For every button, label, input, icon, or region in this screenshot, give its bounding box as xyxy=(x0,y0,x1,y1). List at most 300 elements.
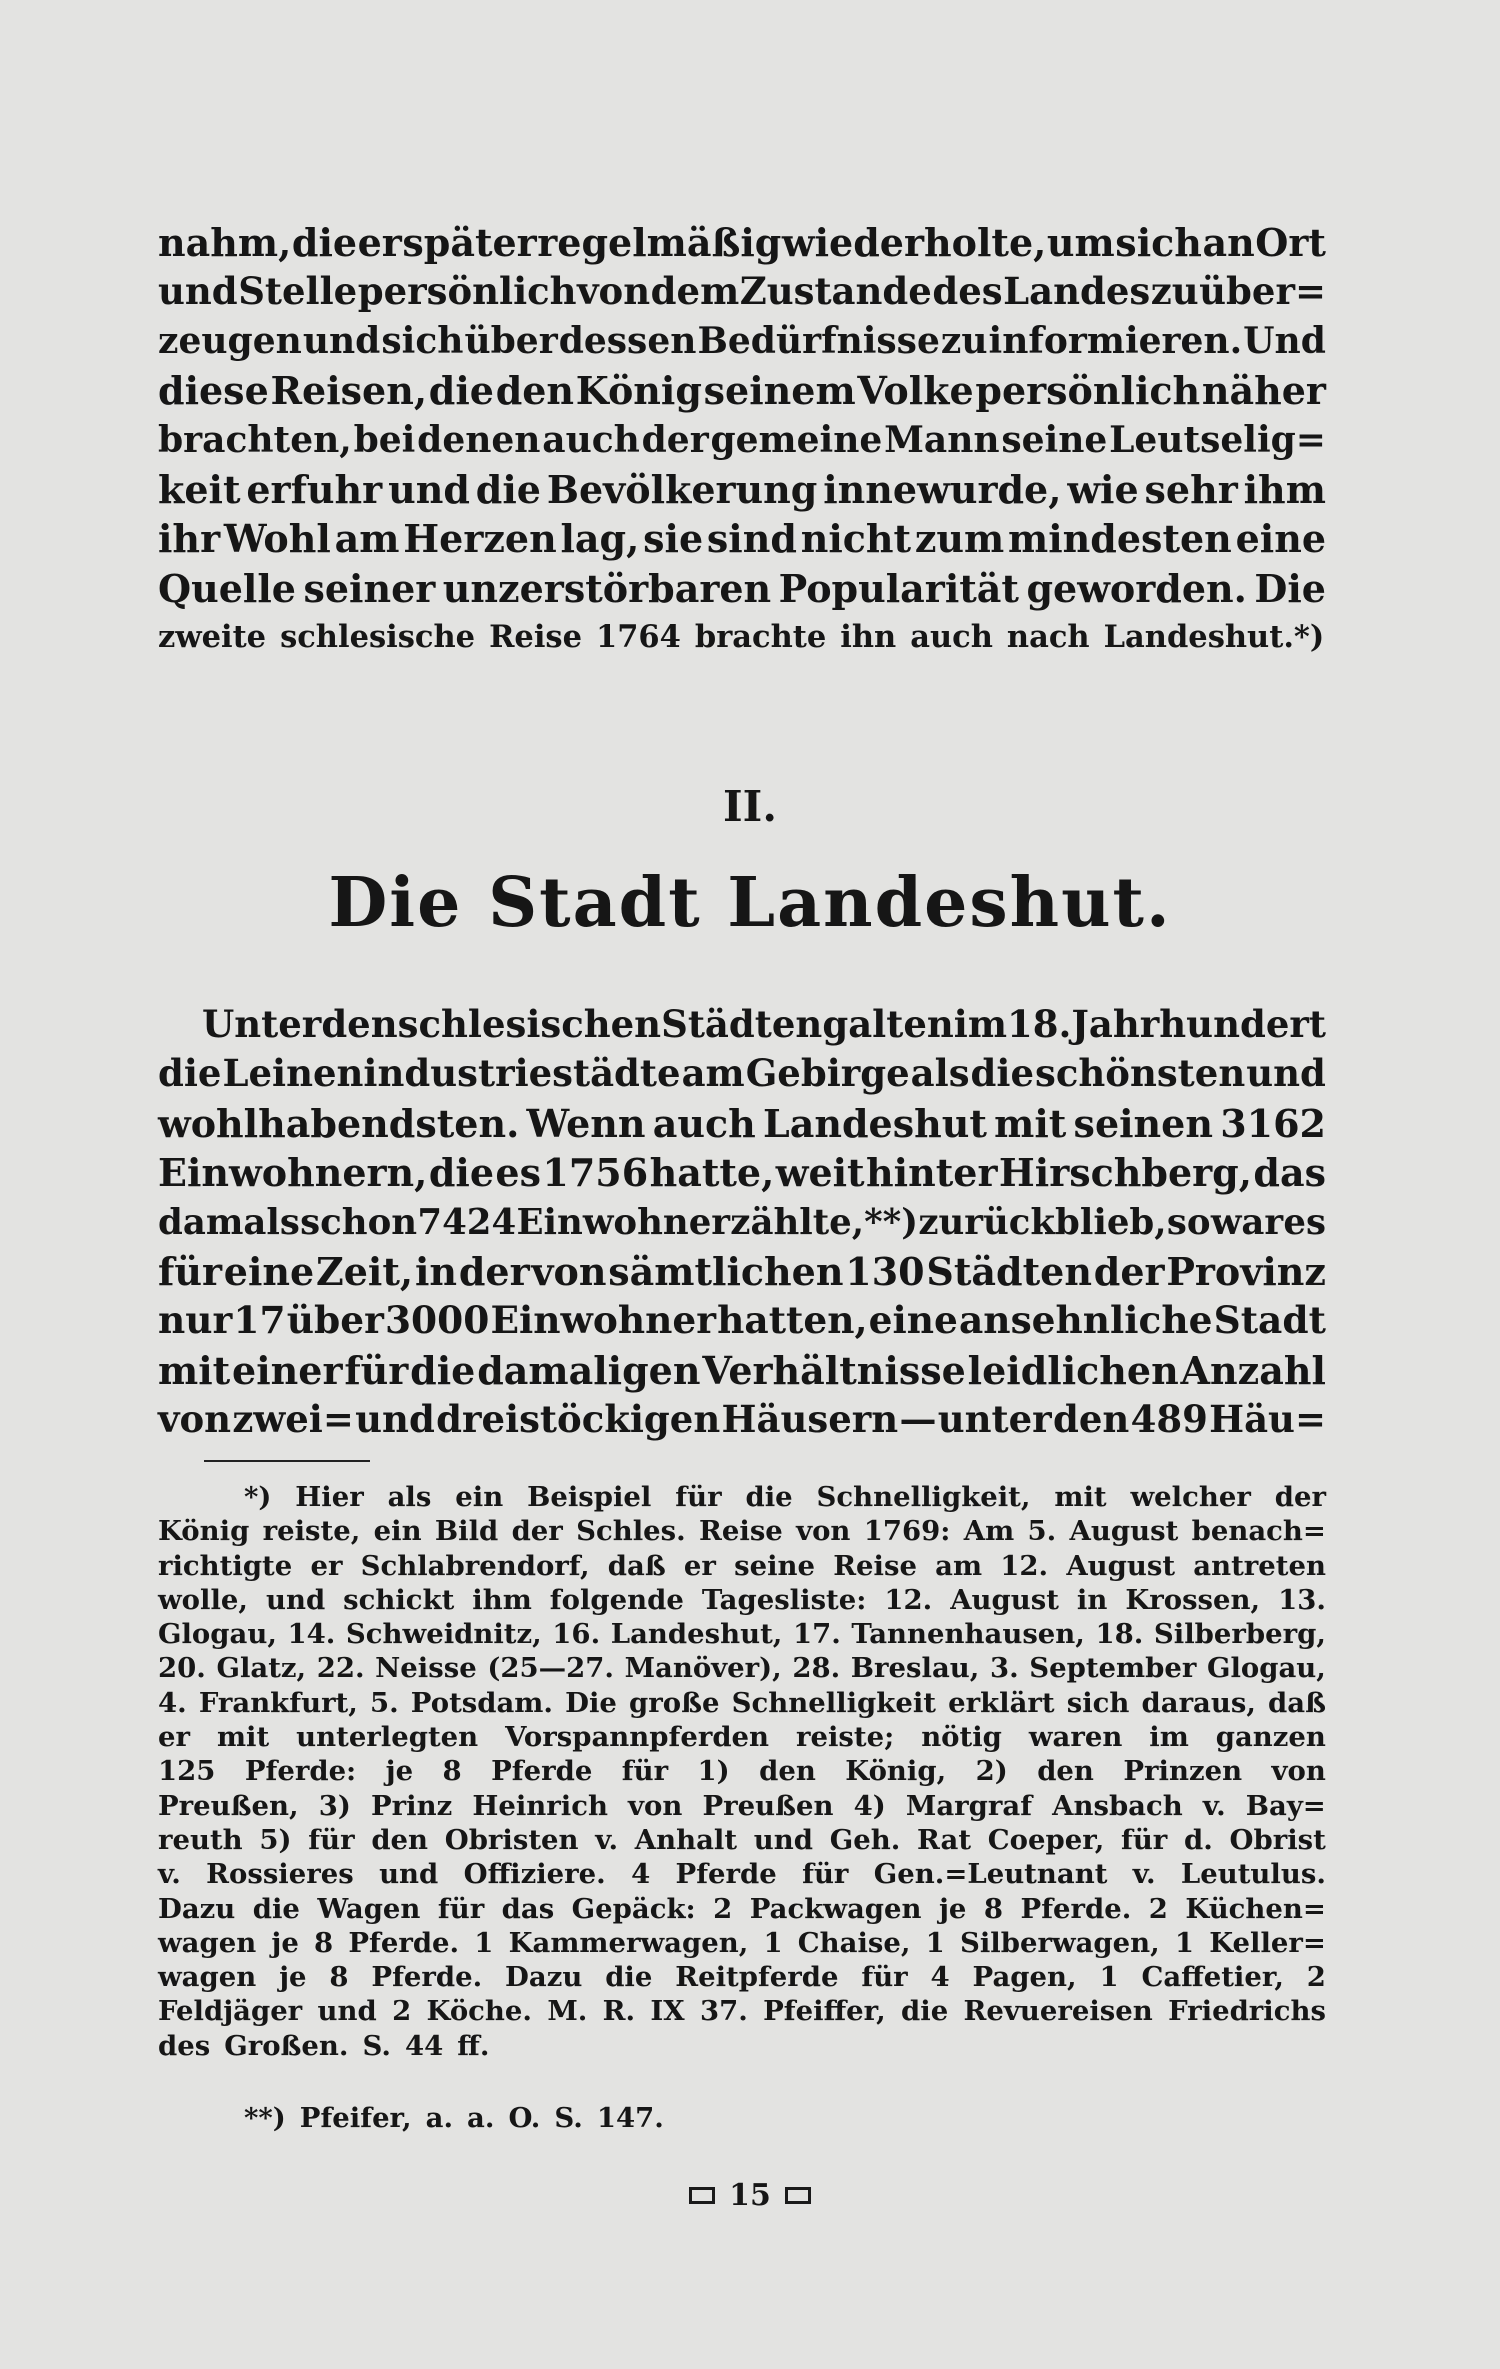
word: in xyxy=(1076,1583,1108,1616)
text-line xyxy=(158,317,1326,366)
text-line xyxy=(158,465,1326,514)
word: 1) xyxy=(697,1755,730,1788)
continuation-paragraph xyxy=(158,218,1326,663)
word: Anzahl xyxy=(1180,1347,1326,1393)
word: der xyxy=(641,418,709,461)
word: für xyxy=(437,1892,485,1925)
word: am xyxy=(935,1549,983,1582)
word: 1756 xyxy=(542,1150,649,1196)
word: August xyxy=(950,1583,1059,1616)
word: 3. xyxy=(989,1652,1019,1685)
word: Chaise, xyxy=(797,1926,911,1959)
footnote-line xyxy=(158,1686,1326,1720)
word: Obristen xyxy=(444,1823,579,1856)
word: von xyxy=(628,1789,683,1822)
word: große xyxy=(629,1686,720,1719)
word: Ort xyxy=(1255,220,1326,265)
word: 16. xyxy=(552,1618,601,1651)
word: 7424 xyxy=(417,1201,517,1243)
word: Rat xyxy=(917,1823,972,1856)
word: Pferde xyxy=(675,1858,777,1891)
word: v. xyxy=(1202,1789,1226,1822)
word: nötig xyxy=(921,1721,1002,1754)
word: Zustande xyxy=(739,269,932,314)
text-line xyxy=(158,1099,1326,1148)
word: für xyxy=(675,1481,722,1513)
word: schlesischen xyxy=(397,1002,662,1046)
word: wohlhabendsten. xyxy=(158,1100,520,1146)
word: zu xyxy=(940,319,988,362)
word: 8 xyxy=(983,1892,1004,1925)
word: richtigte xyxy=(158,1549,293,1582)
word: von xyxy=(1271,1755,1326,1788)
word: keit xyxy=(158,466,241,512)
word: König, xyxy=(845,1755,947,1788)
word: ff. xyxy=(457,2029,490,2062)
word: Reise xyxy=(489,619,582,656)
word: eine xyxy=(1235,516,1326,562)
word: den xyxy=(1037,1755,1094,1788)
word: über xyxy=(464,319,558,362)
word: 17. xyxy=(792,1618,841,1651)
word: M. xyxy=(547,1995,588,2028)
word: je xyxy=(271,1926,299,1959)
word: je xyxy=(279,1961,307,1994)
word: Tannenhausen, xyxy=(851,1618,1085,1651)
word: 1 xyxy=(763,1926,783,1959)
word: diese xyxy=(158,368,269,414)
word: Wohl xyxy=(223,516,331,562)
word: Keller= xyxy=(1209,1926,1326,1959)
word: seiner xyxy=(303,565,436,611)
word: Köche. xyxy=(426,1995,532,2028)
word: 4 xyxy=(930,1961,950,1994)
word: antreten xyxy=(1193,1549,1326,1582)
word: informieren. xyxy=(988,319,1243,362)
word: 5. xyxy=(369,1686,399,1719)
footnote-line xyxy=(158,1651,1326,1685)
footnote-divider xyxy=(204,1460,370,1462)
word: Landeshut xyxy=(762,1100,987,1146)
word: sie xyxy=(643,516,704,562)
word: Schnelligkeit xyxy=(731,1686,936,1719)
word: im xyxy=(1149,1721,1189,1754)
word: sind xyxy=(706,516,797,562)
word: und xyxy=(265,1583,326,1616)
word: König xyxy=(575,368,702,414)
word: zum xyxy=(914,516,1005,562)
footnote-line xyxy=(158,1926,1326,1960)
word: am xyxy=(334,516,400,562)
word: und xyxy=(355,1397,435,1442)
word: zählte,**) xyxy=(730,1201,919,1243)
word: Landes xyxy=(1003,269,1151,314)
word: Volke xyxy=(857,368,974,414)
word: lag, xyxy=(560,516,640,562)
word: Wagen xyxy=(317,1892,421,1925)
word: 18. xyxy=(1095,1618,1144,1651)
word: an xyxy=(1202,220,1255,265)
word: 20. xyxy=(158,1652,206,1685)
word: für xyxy=(344,1347,409,1393)
word: je xyxy=(385,1755,414,1788)
word: am xyxy=(681,1051,745,1096)
word: und xyxy=(379,1858,439,1891)
word: nach xyxy=(1006,619,1090,656)
word: und xyxy=(158,269,238,314)
word: reiste, xyxy=(262,1515,361,1548)
text-line xyxy=(158,1247,1326,1296)
word: 3) xyxy=(318,1789,351,1822)
word: Die xyxy=(565,1686,617,1719)
word: Leinenindustriestädte xyxy=(222,1051,681,1096)
footnote-line xyxy=(158,1480,1326,1514)
footnote-line xyxy=(158,1720,1326,1754)
word: später xyxy=(402,220,537,265)
word: Herzen xyxy=(403,516,557,562)
word: sich xyxy=(381,319,464,362)
word: benach= xyxy=(1191,1515,1326,1548)
word: Manöver), xyxy=(624,1652,782,1685)
word: den xyxy=(321,1002,398,1046)
word: den xyxy=(1052,1397,1130,1442)
word: Potsdam. xyxy=(410,1686,553,1719)
word: 4 xyxy=(631,1858,651,1891)
word: Coeper, xyxy=(987,1823,1105,1856)
text-line xyxy=(158,1148,1326,1197)
word: Breslau, xyxy=(850,1652,980,1685)
word: Stelle xyxy=(238,269,358,314)
word: das xyxy=(1253,1150,1326,1196)
text-line xyxy=(158,564,1326,613)
word: a. xyxy=(425,2102,454,2134)
word: Pfeifer, xyxy=(299,2102,412,2134)
word: 1764 xyxy=(595,619,681,656)
word: und xyxy=(1246,1051,1326,1096)
word: mit xyxy=(158,1347,231,1393)
word: hatte, xyxy=(649,1150,775,1196)
word: Einwohner xyxy=(490,1298,716,1343)
word: Tagesliste: xyxy=(701,1583,867,1616)
word: unterlegten xyxy=(296,1721,479,1754)
word: nahm, xyxy=(158,220,292,265)
word: ganzen xyxy=(1215,1721,1326,1754)
word: seinem xyxy=(703,368,856,414)
word: denen xyxy=(417,418,541,461)
word: Silberberg, xyxy=(1153,1618,1326,1651)
word: 1769: xyxy=(863,1515,951,1548)
word: (25—27. xyxy=(487,1652,614,1685)
word: Offiziere. xyxy=(463,1858,606,1891)
footnote-line xyxy=(158,1789,1326,1823)
word: und xyxy=(388,466,470,512)
word: 28. xyxy=(792,1652,841,1685)
text-line xyxy=(158,1000,1326,1049)
word: September xyxy=(1029,1652,1197,1685)
word: war xyxy=(1210,1201,1284,1243)
word: Reise xyxy=(699,1515,783,1548)
word: es xyxy=(1283,1201,1326,1243)
word: erfuhr xyxy=(246,466,383,512)
word: S. xyxy=(362,2029,391,2062)
word: mit xyxy=(994,1100,1067,1146)
word: dem xyxy=(650,269,740,314)
text-line xyxy=(158,1395,1326,1444)
word: je xyxy=(938,1892,967,1925)
word: Prinzen xyxy=(1123,1755,1243,1788)
word: die xyxy=(745,1481,793,1513)
word: er xyxy=(158,1721,190,1754)
word: Neisse xyxy=(375,1652,477,1685)
word: gemeine xyxy=(710,418,883,461)
word: mindesten xyxy=(1008,516,1232,562)
word: ihn xyxy=(840,619,897,656)
text-line xyxy=(158,1346,1326,1395)
page-number-text: 15 xyxy=(729,2178,771,2213)
word: des xyxy=(932,269,1003,314)
word: zurückblieb, xyxy=(918,1201,1167,1243)
word: O. xyxy=(508,2102,541,2134)
word: auch xyxy=(910,619,993,656)
word: auch xyxy=(542,418,640,461)
text-line xyxy=(158,218,1326,267)
word: brachten, xyxy=(158,418,352,461)
footnote-line xyxy=(158,1892,1326,1926)
word: a. xyxy=(467,2102,495,2134)
word: Zeit, xyxy=(316,1248,414,1294)
box-ornament-icon xyxy=(689,2187,715,2204)
word: brachte xyxy=(694,619,827,656)
word: Pfeiffer, xyxy=(763,1995,886,2028)
text-line xyxy=(158,416,1326,465)
word: schlesische xyxy=(280,619,476,656)
page-number xyxy=(0,2178,1500,2213)
word: 2 xyxy=(1148,1892,1168,1925)
word: sich xyxy=(1066,1686,1130,1719)
word: geworden. xyxy=(1026,565,1247,611)
word: Häusern xyxy=(721,1397,899,1442)
word: für xyxy=(621,1755,669,1788)
text-line xyxy=(158,514,1326,563)
word: Landeshut, xyxy=(610,1618,783,1651)
word: — xyxy=(899,1397,937,1442)
word: Kammerwagen, xyxy=(508,1926,749,1959)
word: sämtlichen xyxy=(608,1248,844,1294)
word: wie xyxy=(1067,466,1139,512)
word: regelmäßig xyxy=(537,220,782,265)
text-line xyxy=(158,1198,1326,1247)
word: Gepäck: xyxy=(571,1892,696,1925)
word: reuth xyxy=(158,1823,243,1856)
word: galten xyxy=(822,1002,954,1046)
word: so xyxy=(1166,1201,1211,1243)
word: ihm xyxy=(472,1583,532,1616)
word: er xyxy=(310,1549,343,1582)
word: Städten xyxy=(661,1002,823,1046)
word: 125 xyxy=(158,1755,216,1788)
word: die xyxy=(428,368,494,414)
word: Obrist xyxy=(1229,1823,1326,1856)
word: Hirschberg, xyxy=(998,1150,1252,1196)
word: Bild xyxy=(434,1515,499,1548)
word: für xyxy=(158,1248,222,1294)
word: es xyxy=(495,1150,541,1196)
word: daß xyxy=(1268,1686,1326,1719)
word: 1 xyxy=(1174,1926,1195,1959)
word: Beispiel xyxy=(527,1481,652,1513)
word: **) xyxy=(244,2102,286,2134)
word: zu xyxy=(1150,269,1199,314)
footnote-2 xyxy=(158,2101,1326,2135)
word: der xyxy=(511,1515,563,1548)
footnote-line xyxy=(158,1549,1326,1583)
word: Schweidnitz, xyxy=(345,1618,542,1651)
word: die xyxy=(252,1892,300,1925)
word: 8 xyxy=(442,1755,462,1788)
word: dessen xyxy=(558,319,697,362)
word: Rossieres xyxy=(206,1858,354,1891)
word: Schlabrendorf, xyxy=(360,1549,590,1582)
word: das xyxy=(501,1892,555,1925)
word: 12. xyxy=(884,1583,933,1616)
word: 2 xyxy=(713,1892,733,1925)
word: auch xyxy=(652,1100,756,1146)
word: Küchen= xyxy=(1185,1892,1326,1925)
word: 1 xyxy=(1099,1961,1119,1994)
word: 14. xyxy=(287,1618,336,1651)
footnote-line xyxy=(158,1857,1326,1891)
word: Margraf xyxy=(905,1789,1033,1822)
word: Feldjäger xyxy=(158,1995,303,2028)
word: zweite xyxy=(158,619,267,656)
word: Jahrhundert xyxy=(1071,1002,1326,1046)
word: dreistöckigen xyxy=(436,1397,721,1442)
word: bei xyxy=(353,418,416,461)
word: nur xyxy=(158,1298,233,1343)
word: über xyxy=(286,1298,384,1343)
footnote-line xyxy=(158,1823,1326,1857)
word: 4. xyxy=(158,1686,187,1719)
word: waren xyxy=(1028,1721,1123,1754)
word: 4) xyxy=(853,1789,886,1822)
word: Heinrich xyxy=(472,1789,608,1822)
word: er xyxy=(683,1549,716,1582)
word: Glogau, xyxy=(158,1618,277,1651)
word: Vorspannpferden xyxy=(505,1721,770,1754)
word: die xyxy=(475,466,541,512)
footnote-line xyxy=(158,1960,1326,1994)
word: hinter xyxy=(866,1150,998,1196)
word: 3162 xyxy=(1220,1100,1326,1146)
word: 18. xyxy=(1007,1002,1072,1046)
word: einer xyxy=(232,1347,343,1393)
word: 44 xyxy=(404,2029,444,2062)
word: die xyxy=(970,1051,1035,1096)
word: Pagen, xyxy=(972,1961,1077,1994)
text-line xyxy=(158,1296,1326,1345)
word: Einwohner xyxy=(516,1201,730,1243)
word: schönsten xyxy=(1035,1051,1246,1096)
word: Dazu xyxy=(505,1961,583,1994)
word: Reisen, xyxy=(270,368,428,414)
word: den xyxy=(759,1755,816,1788)
word: Quelle xyxy=(158,565,296,611)
word: schickt xyxy=(343,1583,455,1616)
word: Glatz, xyxy=(216,1652,307,1685)
main-paragraph xyxy=(158,1000,1326,1445)
word: des xyxy=(158,2029,211,2062)
word: Reise xyxy=(833,1549,917,1582)
word: von xyxy=(158,1397,232,1442)
word: Dazu xyxy=(158,1892,236,1925)
word: Landeshut.*) xyxy=(1103,619,1325,656)
word: Schles. xyxy=(576,1515,686,1548)
word: unter xyxy=(937,1397,1052,1442)
word: den xyxy=(371,1823,429,1856)
word: unzerstörbaren xyxy=(442,565,772,611)
word: er xyxy=(357,220,402,265)
word: ihm xyxy=(1243,466,1326,512)
word: Ansbach xyxy=(1052,1789,1183,1822)
word: S. xyxy=(554,2102,583,2134)
word: im xyxy=(953,1002,1007,1046)
word: Gebirge xyxy=(745,1051,910,1096)
word: ihr xyxy=(158,516,221,562)
word: Bevölkerung xyxy=(546,466,818,512)
word: für xyxy=(308,1823,355,1856)
word: hatten, xyxy=(717,1298,868,1343)
word: 5. xyxy=(1027,1515,1057,1548)
word: 12. xyxy=(1000,1549,1049,1582)
word: Städten xyxy=(926,1248,1092,1294)
word: die xyxy=(158,1051,222,1096)
word: seine xyxy=(1001,418,1108,461)
word: Stadt xyxy=(1213,1298,1326,1343)
word: 8 xyxy=(314,1926,334,1959)
word: damaligen xyxy=(477,1347,701,1393)
word: Gen.=Leutnant xyxy=(873,1858,1108,1891)
word: in xyxy=(414,1248,458,1294)
word: von xyxy=(577,269,651,314)
word: die xyxy=(410,1347,476,1393)
word: 22. xyxy=(316,1652,365,1685)
word: die xyxy=(901,1995,949,2028)
word: 2 xyxy=(392,1995,412,2028)
box-ornament-icon xyxy=(785,2187,811,2204)
word: Leutselig= xyxy=(1109,418,1326,461)
word: R. xyxy=(602,1995,636,2028)
section-title: Die Stadt Landeshut. xyxy=(328,863,1172,943)
word: 2) xyxy=(975,1755,1008,1788)
word: Anhalt xyxy=(634,1823,738,1856)
word: Die xyxy=(1254,565,1326,611)
word: Popularität xyxy=(778,565,1019,611)
word: um xyxy=(1046,220,1115,265)
word: v. xyxy=(1132,1858,1156,1891)
word: seine xyxy=(734,1549,816,1582)
footnote-line xyxy=(158,2029,1326,2063)
word: Bay= xyxy=(1245,1789,1326,1822)
word: Leutulus. xyxy=(1180,1858,1326,1891)
word: Unter xyxy=(202,1002,322,1046)
word: wiederholte, xyxy=(781,220,1047,265)
word: sehr xyxy=(1144,466,1238,512)
word: die xyxy=(428,1150,494,1196)
word: 1 xyxy=(925,1926,945,1959)
word: für xyxy=(802,1858,849,1891)
word: eine xyxy=(868,1298,958,1343)
text-line xyxy=(158,613,1326,662)
